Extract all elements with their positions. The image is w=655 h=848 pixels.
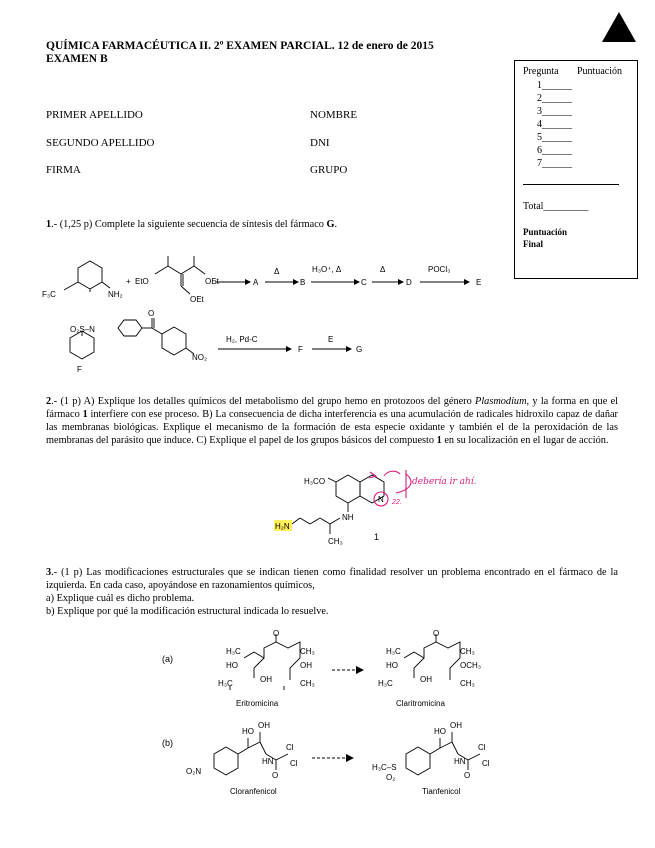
product-g: G [356,345,363,354]
score-final-2: Final [523,239,544,249]
cl-ho-label: HO [242,727,254,736]
score-final-1: Puntuación [523,227,568,237]
reagent-e: E [328,335,334,344]
cf3-label: F₃C [42,290,56,299]
dni-label: DNI [310,137,330,149]
reagent-pocl3: POCl₃ [428,265,451,274]
handwritten-note: debería ir ahí. [412,477,477,487]
q1-drug: G [326,219,335,230]
exam-title-line2: EXAMEN B [46,53,108,65]
cl-oh-label: OH [258,721,270,730]
c-o: O [433,629,440,638]
fluoro-label: F [77,365,82,374]
cloranfenicol-structure [214,732,288,775]
e-h3c: H₃C [226,647,241,656]
e-oh-b: OH [260,675,272,684]
score-col-pregunta: Pregunta [523,66,559,77]
q2-compound-1b: 1 [436,435,442,446]
cl-o-label: O [272,771,279,780]
aniline-structure [64,261,110,292]
compound-1-structure [270,468,510,548]
plus-sign: + [126,277,131,286]
nh-label: NH [342,513,354,522]
h2n-label: H₂N [275,522,290,531]
primer-apellido-label: PRIMER APELLIDO [46,109,143,121]
carbonyl-o-label: O [148,309,155,318]
clari-label: Claritromicina [396,699,445,708]
grupo-label: GRUPO [310,164,348,176]
q1-text: .- (1,25 p) Complete la siguiente secuencia de síntesis del fármaco [51,219,327,230]
cl-cl-a: Cl [286,743,294,752]
no2-label: NO₂ [192,353,208,362]
oet-label: OEt [205,277,219,286]
score-row-2: 2______ [537,93,572,104]
h3co-label: H₃CO [304,477,326,486]
tian-label: Tianfenicol [422,787,461,796]
q3-number: 3 [46,567,52,578]
quinoline-n-label: N [378,495,384,504]
cl-cl-b: Cl [290,759,298,768]
label-b: (b) [162,738,173,748]
question-3 [46,566,618,618]
compound-number: 1 [374,532,380,542]
q3-b: b) Explique por qué la modificación estructural indicada lo resuelve. [46,606,329,617]
c-och3: OCH₃ [460,661,482,670]
eritro-label: Eritromicina [236,699,279,708]
q2-part3: interfiere con ese proceso. B) La consecuencia de dicha interferencia es una acumulación de radicales hidroxilo capaz de dañar las membranas biológicas. Explique el mecanismo de la formación de esta especie oxidante y también el de la peroxidación de las membranas del parásito que induce. C) Explique el papel de los grupos básicos del compuesto [46,409,618,446]
cl-hn-label: HN [262,757,274,766]
intermediate-f: F [298,345,303,354]
q2-part2: , y la forma en que el fármaco [46,396,618,420]
score-row-3: 3______ [537,106,572,117]
intermediate-e: E [476,278,482,287]
synthesis-scheme [40,248,510,374]
score-row-5: 5______ [537,132,572,143]
e-ch3-a: CH₃ [300,647,315,656]
c-h3c: H₃C [386,647,401,656]
question-1 [46,218,516,231]
c-oh-b: OH [420,675,432,684]
reagent-delta-a: Δ [274,267,280,276]
t-oh-label: OH [450,721,462,730]
nh2-label: NH₂ [108,290,123,299]
exam-title-line1: QUÍMICA FARMACÉUTICA II. 2º EXAMEN PARCIAL. 12 de enero de 2015 [46,40,434,52]
reagent-h3o: H₃O⁺, Δ [312,265,342,274]
score-divider [523,184,619,185]
score-row-6: 6______ [537,145,572,156]
intermediate-b: B [300,278,306,287]
malonate-structure [155,256,205,294]
t-o2-label: O₂ [386,773,396,782]
q2-part4: en su localización en el lugar de acción. [441,435,609,446]
q2-part1: .- (1 p) A) Explique los detalles químicos del metabolismo del grupo hemo en protozoos del género [51,396,476,407]
claritromicina-structure [404,634,460,680]
e-h3c-b: H₃C [218,679,233,688]
o2n-label: O₂N [186,767,202,776]
ch3-label: CH₃ [328,537,343,546]
intermediate-a: A [253,278,259,287]
c-ho: HO [386,661,398,670]
q1-number: 1 [46,219,52,230]
exam-title [46,40,434,66]
e-oh-a: OH [300,661,312,670]
t-o-label: O [464,771,471,780]
score-row-7: 7______ [537,158,572,169]
c-h3c-b: H₃C [378,679,393,688]
t-cl-a: Cl [478,743,486,752]
clora-label: Cloranfenicol [230,787,277,796]
segundo-apellido-label: SEGUNDO APELLIDO [46,137,155,149]
q1-end: . [334,219,338,230]
handwritten-mark: 22. [392,499,402,506]
t-cl-b: Cl [482,759,490,768]
e-ch3-b: CH₃ [300,679,315,688]
exam-b-triangle-icon [600,10,638,44]
h3cs-label: H₃C–S [372,763,397,772]
score-box [514,60,638,279]
score-total: Total_________ [523,201,589,212]
e-o: O [273,629,280,638]
q3-text: .- (1 p) Las modificaciones estructurales que se indican tienen como finalidad resolver un problema encontrado en el fármaco de la izquierda. En cada caso, apoyándose en razonamientos químicos, [46,567,618,591]
c-ch3-a: CH₃ [460,647,475,656]
q3-structures [150,628,520,808]
intermediate-d: D [406,278,412,287]
q2-number: 2 [46,396,52,407]
label-a: (a) [162,654,173,664]
reagent-h2pd: H₂, Pd-C [226,335,258,344]
score-col-puntuacion: Puntuación [577,66,622,77]
tianfenicol-structure [406,732,480,775]
handwritten-arrow [384,471,411,493]
t-ho-label: HO [434,727,446,736]
score-row-4: 4______ [537,119,572,130]
oet2-label: OEt [190,295,204,304]
score-row-1: 1______ [537,80,572,91]
so2s-label: O₂S–N [70,325,95,334]
eto-label: EtO [135,277,149,286]
nombre-label: NOMBRE [310,109,358,121]
q2-compound-1a: 1 [82,409,88,420]
reagent-delta-c: Δ [380,265,386,274]
intermediate-c: C [361,278,367,287]
question-2 [46,395,618,447]
q2-genus: Plasmodium [475,396,527,407]
t-hn-label: HN [454,757,466,766]
e-ho: HO [226,661,238,670]
firma-label: FIRMA [46,164,81,176]
q3-a: a) Explique cuál es dicho problema. [46,593,195,604]
c-ch3-b: CH₃ [460,679,475,688]
